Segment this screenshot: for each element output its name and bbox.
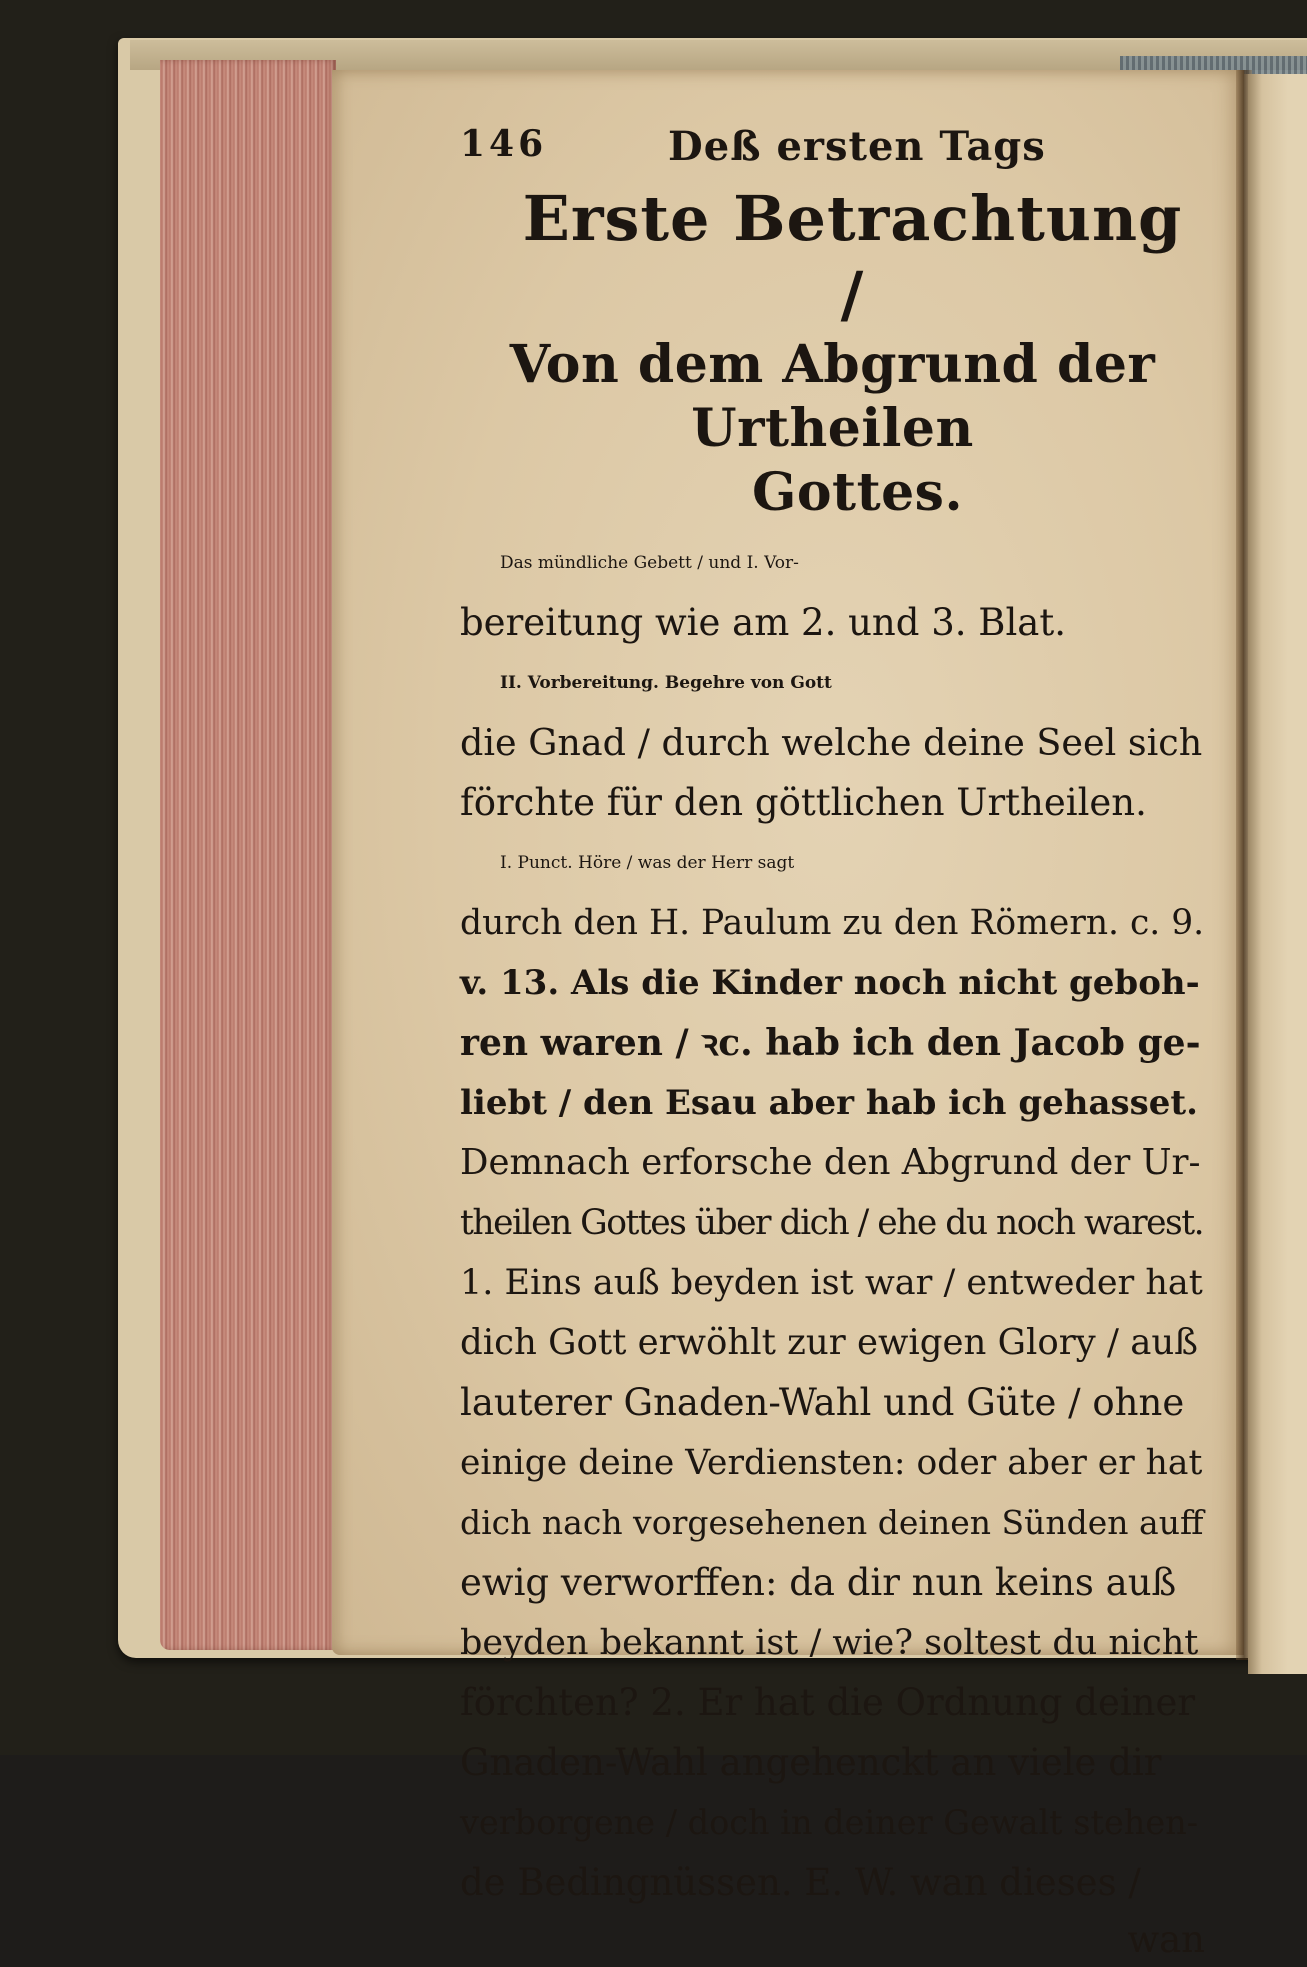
text-line: bereitung wie am 2. und 3. Blat.	[460, 601, 1066, 644]
text-line: einige deine Verdiensten: oder aber er hat	[460, 1443, 1203, 1483]
text-line: beyden bekannt ist / wie? soltest du nicht	[460, 1623, 1199, 1663]
catchword: wan	[1127, 1918, 1205, 1961]
chapter-title: Erste Betrachtung /	[522, 182, 1183, 331]
facing-page	[1248, 74, 1307, 1674]
text-line: liebt / den Esau aber hab ich gehasset.	[460, 1083, 1198, 1123]
text-line: lauterer Gnaden-Wahl und Güte / ohne	[460, 1381, 1185, 1424]
text-line: förchte für den göttlichen Urtheilen.	[460, 781, 1147, 824]
text-line: v. 13. Als die Kinder noch nicht geboh-	[460, 963, 1200, 1003]
page-text-block	[460, 115, 1205, 1967]
body-text	[460, 533, 1205, 1913]
text-line: I. Punct. Höre / was der Herr sagt	[500, 853, 795, 873]
text-line: Gnaden-Wahl angehenckt an viele dir	[460, 1741, 1162, 1784]
page-number: 146	[460, 123, 548, 165]
text-line: die Gnad / durch welche deine Seel sich	[460, 721, 1203, 764]
running-title: Deß ersten Tags	[668, 123, 1046, 170]
text-line: ren waren / ꝛc. hab ich den Jacob ge-	[460, 1022, 1201, 1064]
chapter-subtitle-line-2: Gottes.	[751, 462, 964, 523]
text-line: Das mündliche Gebett / und I. Vor-	[500, 553, 799, 573]
chapter-subtitle-line-1: Von dem Abgrund der Urtheilen	[509, 334, 1156, 459]
text-line: ewig verworffen: da dir nun keins auß	[460, 1561, 1177, 1604]
text-line: 1. Eins auß beyden ist war / entweder hat	[460, 1263, 1203, 1303]
text-line: dich Gott erwöhlt zur ewigen Glory / auß	[460, 1322, 1198, 1363]
text-line: durch den H. Paulum zu den Römern. c. 9.	[460, 903, 1205, 943]
page-fore-edge	[160, 60, 336, 1650]
text-line: de Bedingnüssen. E. W. wan dieses /	[460, 1861, 1141, 1904]
text-line: Demnach erforsche den Abgrund der Ur-	[460, 1142, 1201, 1183]
text-line: verborgene / doch in deiner Gewalt stehen-	[460, 1803, 1199, 1842]
text-line: II. Vorbereitung. Begehre von Gott	[500, 673, 832, 693]
text-line: förchten? 2. Er hat die Ordnung deiner	[460, 1681, 1196, 1724]
running-head	[460, 115, 1205, 175]
text-line: dich nach vorgesehenen deinen Sünden auff	[460, 1503, 1204, 1542]
text-line: theilen Gottes über dich / ehe du noch warest.	[460, 1203, 1204, 1243]
